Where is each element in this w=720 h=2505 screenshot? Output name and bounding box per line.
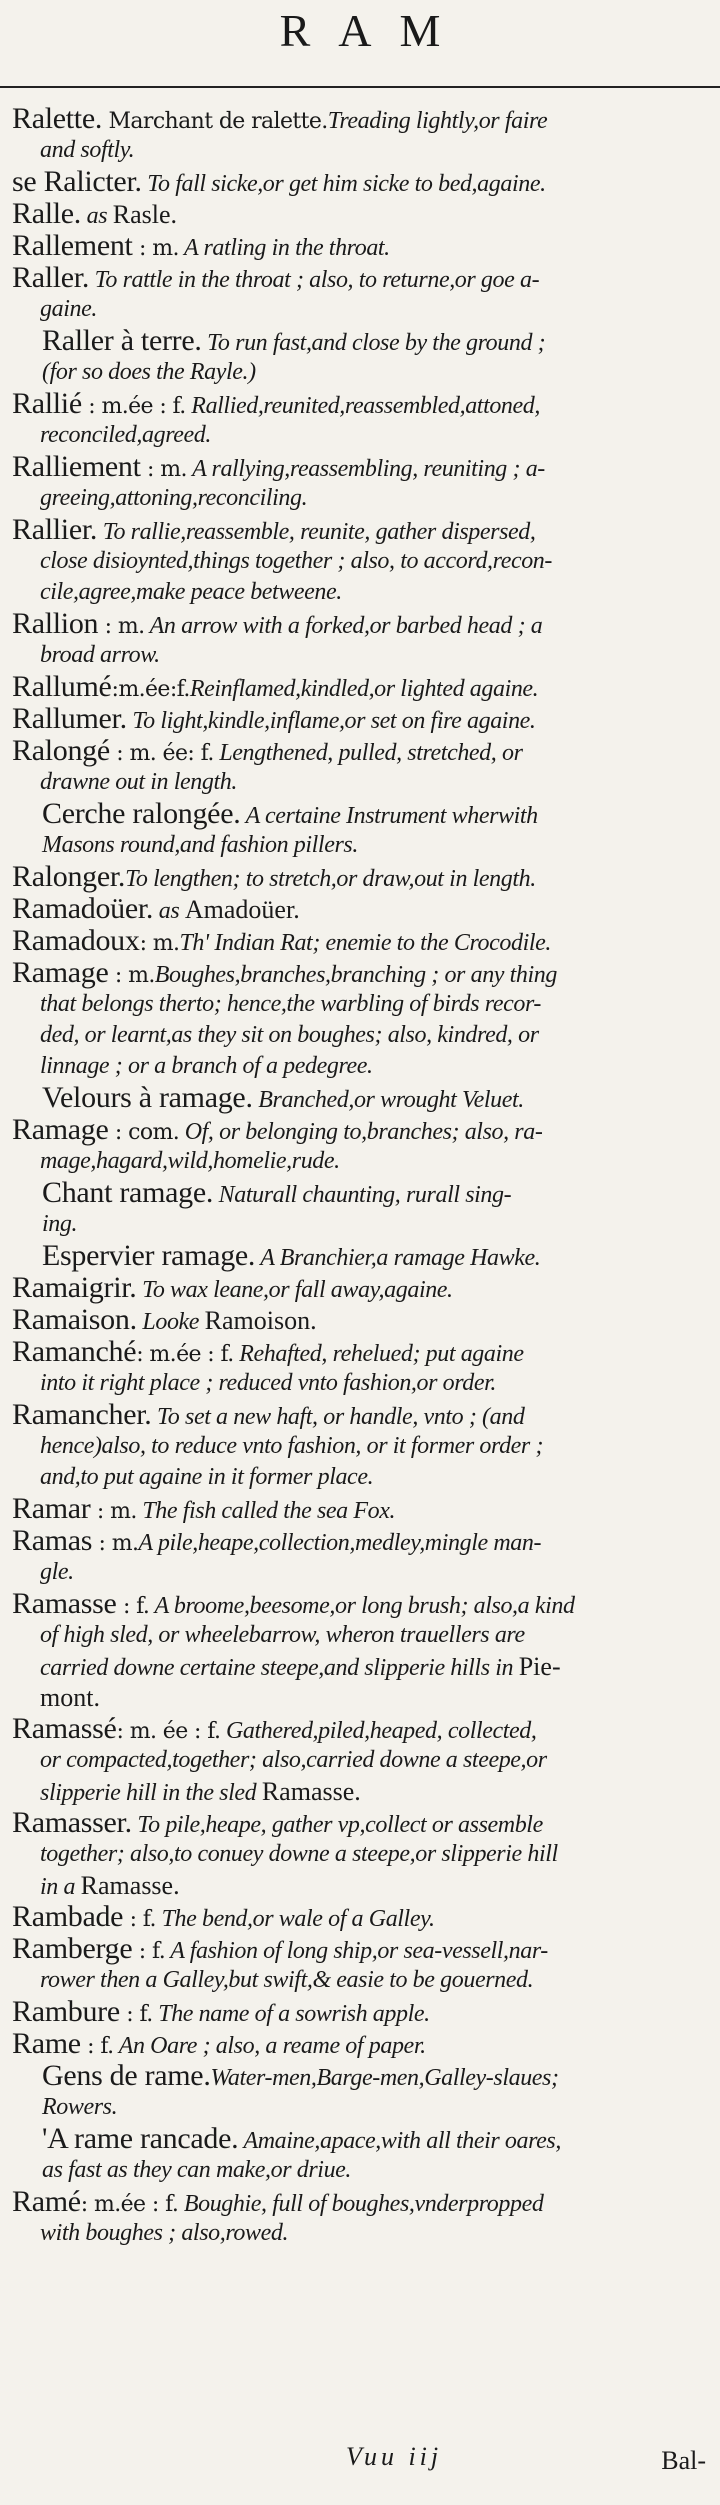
definition-text: To fall sicke,or get him sicke to bed,againe. xyxy=(141,171,546,197)
definition-text: ded, or learnt,as they sit on boughes; also, kindred, or xyxy=(40,1022,539,1048)
definition-text: into it right place ; reduced vnto fashion,or order. xyxy=(40,1370,497,1396)
entry-continuation-line xyxy=(12,1839,712,1870)
definition-text: in a xyxy=(40,1874,81,1900)
entry-line xyxy=(12,1304,712,1336)
definition-text: Boughie, full of boughes,vnderpropped xyxy=(178,2191,544,2217)
entry-continuation-line xyxy=(12,546,712,577)
headword: Ramaison. xyxy=(12,1303,137,1336)
definition-text: gaine. xyxy=(40,296,97,322)
definition-text: gle. xyxy=(40,1559,74,1585)
grammar-label: : m.ée : f. xyxy=(136,1342,234,1367)
entry-line xyxy=(12,1493,712,1525)
header-rule xyxy=(0,86,720,88)
dictionary-entry xyxy=(12,1933,712,1996)
headword: Ralongé xyxy=(12,734,110,767)
grammar-label: : m.ée : f. xyxy=(80,2192,179,2217)
headword: Espervier ramage. xyxy=(42,1239,256,1272)
grammar-label: : m. xyxy=(98,614,145,639)
page-footer xyxy=(0,2442,720,2492)
dictionary-entry xyxy=(12,1399,712,1493)
entry-continuation-line xyxy=(12,483,712,514)
entry-line xyxy=(12,703,712,735)
entry-continuation-line xyxy=(12,2092,712,2123)
grammar-label: : f. xyxy=(132,1939,166,1964)
headword: Ramage xyxy=(12,1113,109,1146)
headword: Ramage xyxy=(12,956,109,989)
dictionary-entry xyxy=(12,608,712,671)
definition-text: Masons round,and fashion pillers. xyxy=(42,832,358,858)
entry-line xyxy=(12,1272,712,1304)
definition-text: rower then a Galley,but swift,& easie to be gouerned. xyxy=(40,1967,534,1993)
definition-text: carried downe certaine steepe,and slipperie hills in xyxy=(40,1655,519,1681)
grammar-label: : m. xyxy=(132,236,179,261)
entry-list xyxy=(12,103,712,2249)
page-header: RAM xyxy=(279,5,469,56)
entry-continuation-line xyxy=(12,1462,712,1493)
dictionary-entry xyxy=(12,262,712,325)
definition-text: To rattle in the throat ; also, to returne,or goe a- xyxy=(89,267,540,293)
definition-text: A broome,beesome,or long brush; also,a kind xyxy=(149,1593,575,1619)
headword: Rallier. xyxy=(12,513,98,546)
entry-line xyxy=(12,861,712,893)
entry-continuation-line xyxy=(12,1146,712,1177)
dictionary-entry xyxy=(12,388,712,451)
entry-line xyxy=(12,925,712,957)
headword: Raller. xyxy=(12,261,90,294)
definition-text: broad arrow. xyxy=(40,642,160,668)
definition-text: slipperie hill in the sled xyxy=(40,1780,262,1806)
entry-line xyxy=(12,1177,712,1209)
grammar-label: : com. xyxy=(108,1120,180,1145)
dictionary-entry xyxy=(12,1493,712,1525)
dictionary-entry xyxy=(12,198,712,230)
cross-reference: Ramoison. xyxy=(204,1306,317,1335)
entry-line xyxy=(12,1996,712,2028)
definition-text: or compacted,together; also,carried downe a steepe,or xyxy=(40,1747,547,1773)
headword: Cerche ralongée. xyxy=(42,797,241,830)
entry-line xyxy=(12,1713,712,1745)
signature-mark: Vuu iij xyxy=(346,2442,443,2471)
definition-text: as xyxy=(81,203,113,229)
definition-text: Th' Indian Rat; enemie to the Crocodile. xyxy=(179,930,551,956)
entry-line xyxy=(12,166,712,198)
definition-text: To light,kindle,inflame,or set on fire againe. xyxy=(126,708,536,734)
dictionary-entry xyxy=(12,1272,712,1304)
headword: Ramasse xyxy=(12,1587,117,1620)
definition-text: Looke xyxy=(136,1309,205,1335)
entry-line xyxy=(12,262,712,294)
entry-line xyxy=(12,893,712,925)
headword: Rame xyxy=(12,2027,81,2060)
dictionary-entry xyxy=(12,103,712,166)
definition-text: together; also,to conuey downe a steepe,or slipperie hill xyxy=(40,1841,558,1867)
entry-continuation-line xyxy=(12,989,712,1020)
definition-text: and softly. xyxy=(40,137,135,163)
entry-line xyxy=(12,198,712,230)
headword: Ralonger. xyxy=(12,860,126,893)
headword: Ramassé xyxy=(12,1712,117,1745)
headword: Ramanché xyxy=(12,1335,137,1368)
headword: Rallement xyxy=(12,229,133,262)
entry-line xyxy=(12,388,712,420)
dictionary-entry xyxy=(12,893,712,925)
entry-line xyxy=(12,1114,712,1146)
entry-line xyxy=(12,2123,712,2155)
definition-text: mage,hagard,wild,homelie,rude. xyxy=(40,1148,340,1174)
entry-continuation-line xyxy=(12,640,712,671)
definition-text: that belongs therto; hence,the warbling of birds recor- xyxy=(40,991,542,1017)
dictionary-entry xyxy=(12,451,712,514)
entry-continuation-line xyxy=(12,1557,712,1588)
definition-text: Treading lightly,or faire xyxy=(327,108,548,134)
definition-text: Boughes,branches,branching ; or any thing xyxy=(154,962,557,988)
headword: Ramar xyxy=(12,1492,91,1525)
entry-line xyxy=(12,325,712,357)
dictionary-entry xyxy=(12,1713,712,1807)
headword: Rallumé xyxy=(12,670,112,703)
definition-text: A ratling in the throat. xyxy=(178,235,390,261)
dictionary-entry xyxy=(12,957,712,1082)
definition-text: A Branchier,a ramage Hawke. xyxy=(255,1245,541,1271)
definition-text: reconciled,agreed. xyxy=(40,422,211,448)
definition-text: A rallying,reassembling, reuniting ; a- xyxy=(186,456,545,482)
dictionary-entry xyxy=(12,2186,712,2249)
entry-line xyxy=(12,608,712,640)
entry-line xyxy=(12,957,712,989)
headword: Ramadoux xyxy=(12,924,140,957)
definition-text: cile,agree,make peace betweene. xyxy=(40,579,342,605)
entry-continuation-line xyxy=(12,1209,712,1240)
entry-continuation-line xyxy=(12,1368,712,1399)
entry-continuation-line xyxy=(12,2218,712,2249)
definition-text: ing. xyxy=(42,1211,78,1237)
definition-text: Amaine,apace,with all their oares, xyxy=(238,2128,561,2154)
grammar-label: :m.ée:f. xyxy=(111,677,190,702)
definition-text: The bend,or wale of a Galley. xyxy=(155,1906,435,1932)
entry-continuation-line xyxy=(12,577,712,608)
headword: Rallumer. xyxy=(12,702,127,735)
entry-line xyxy=(12,735,712,767)
definition-text: and,to put againe in it former place. xyxy=(40,1464,374,1490)
headword: Ramberge xyxy=(12,1932,133,1965)
dictionary-entry xyxy=(12,798,712,861)
entry-line xyxy=(12,1807,712,1839)
definition-text: of high sled, or wheelebarrow, wheron trauellers are xyxy=(40,1622,525,1648)
entry-continuation-line xyxy=(12,1870,712,1901)
grammar-label: : m. xyxy=(140,457,187,482)
dictionary-entry xyxy=(12,230,712,262)
grammar-label: : f. xyxy=(123,1907,156,1932)
definition-text: greeing,attoning,reconciling. xyxy=(40,485,308,511)
dictionary-entry xyxy=(12,1807,712,1901)
entry-continuation-line xyxy=(12,357,712,388)
entry-line xyxy=(12,1082,712,1114)
headword: se Ralicter. xyxy=(12,165,142,198)
entry-line xyxy=(12,2186,712,2218)
entry-continuation-line xyxy=(12,767,712,798)
entry-line xyxy=(12,671,712,703)
headword: Ramé xyxy=(12,2185,81,2218)
dictionary-entry xyxy=(12,703,712,735)
entry-continuation-line xyxy=(12,1431,712,1462)
definition-text: Rowers. xyxy=(42,2094,118,2120)
definition-text: To wax leane,or fall away,againe. xyxy=(136,1277,453,1303)
definition-text: (for so does the Rayle.) xyxy=(42,359,256,385)
dictionary-entry xyxy=(12,1240,712,1272)
headword: Velours à ramage. xyxy=(42,1081,253,1114)
entry-line xyxy=(12,514,712,546)
definition-text: hence)also, to reduce vnto fashion, or it former order ; xyxy=(40,1433,544,1459)
dictionary-entry xyxy=(12,2123,712,2186)
grammar-label: : m. ée: f. xyxy=(109,741,214,766)
entry-line xyxy=(12,1933,712,1965)
definition-text: To pile,heape, gather vp,collect or assemble xyxy=(131,1812,543,1838)
headword: 'A rame rancade. xyxy=(42,2122,239,2155)
entry-line xyxy=(12,230,712,262)
dictionary-entry xyxy=(12,514,712,608)
dictionary-entry xyxy=(12,1114,712,1177)
grammar-label: : f. xyxy=(119,2002,153,2027)
definition-text: linnage ; or a branch of a pedegree. xyxy=(40,1053,373,1079)
entry-continuation-line xyxy=(12,2155,712,2186)
definition-text: An Oare ; also, a reame of paper. xyxy=(113,2033,426,2059)
cross-reference: Rasle. xyxy=(112,200,178,229)
entry-continuation-line xyxy=(12,1682,712,1713)
dictionary-entry xyxy=(12,1996,712,2028)
dictionary-entry xyxy=(12,1082,712,1114)
grammar-label: Marchant de ralette. xyxy=(102,109,328,134)
entry-line xyxy=(12,1588,712,1620)
definition-text: Water-men,Barge-men,Galley-slaues; xyxy=(210,2065,559,2091)
definition-text: To rallie,reassemble, reunite, gather dispersed, xyxy=(97,519,536,545)
headword: Ralle. xyxy=(12,197,82,230)
definition-text: Of, or belonging to,branches; also, ra- xyxy=(179,1119,543,1145)
headword: Ralliement xyxy=(12,450,141,483)
definition-text: Branched,or wrought Veluet. xyxy=(252,1087,524,1113)
cross-reference: mont. xyxy=(40,1683,100,1712)
definition-text: Naturall chaunting, rurall sing- xyxy=(213,1182,512,1208)
definition-text: To set a new haft, or handle, vnto ; (and xyxy=(151,1404,525,1430)
grammar-label: : m. xyxy=(139,931,180,956)
definition-text: A fashion of long ship,or sea-vessell,nar- xyxy=(165,1938,548,1964)
definition-text: as xyxy=(153,898,185,924)
entry-line xyxy=(12,2028,712,2060)
grammar-label: : m. xyxy=(92,1531,139,1556)
headword: Raller à terre. xyxy=(42,324,202,357)
entry-continuation-line xyxy=(12,830,712,861)
dictionary-entry xyxy=(12,1901,712,1933)
cross-reference: Pie- xyxy=(518,1652,561,1681)
entry-continuation-line xyxy=(12,135,712,166)
definition-text: Reinflamed,kindled,or lighted againe. xyxy=(189,676,539,702)
definition-text: To lengthen; to stretch,or draw,out in length. xyxy=(125,866,536,892)
entry-line xyxy=(12,1399,712,1431)
entry-line xyxy=(12,103,712,135)
dictionary-entry xyxy=(12,325,712,388)
grammar-label: : m. xyxy=(90,1499,137,1524)
headword: Ramasser. xyxy=(12,1806,132,1839)
headword: Ramancher. xyxy=(12,1398,152,1431)
entry-continuation-line xyxy=(12,1620,712,1651)
dictionary-entry xyxy=(12,671,712,703)
headword: Chant ramage. xyxy=(42,1176,214,1209)
headword: Rallié xyxy=(12,387,82,420)
definition-text: close disioynted,things together ; also, to accord,recon- xyxy=(40,548,552,574)
entry-continuation-line xyxy=(12,1020,712,1051)
dictionary-entry xyxy=(12,735,712,798)
entry-continuation-line xyxy=(12,420,712,451)
catchword: Bal- xyxy=(661,2446,706,2475)
definition-text: A certaine Instrument wherwith xyxy=(240,803,538,829)
definition-text: drawne out in length. xyxy=(40,769,237,795)
definition-text: Rallied,reunited,reassembled,attoned, xyxy=(185,393,540,419)
definition-text: The fish called the sea Fox. xyxy=(136,1498,396,1524)
headword: Rambure xyxy=(12,1995,120,2028)
entry-continuation-line xyxy=(12,294,712,325)
definition-text: An arrow with a forked,or barbed head ; a xyxy=(144,613,543,639)
definition-text: Rehafted, rehelued; put againe xyxy=(233,1341,524,1367)
headword: Ramaigrir. xyxy=(12,1271,137,1304)
definition-text: Gathered,piled,heaped, collected, xyxy=(220,1718,537,1744)
dictionary-entry xyxy=(12,1336,712,1399)
headword: Gens de rame. xyxy=(42,2059,211,2092)
entry-line xyxy=(12,1336,712,1368)
headword: Ralette. xyxy=(12,102,103,135)
definition-text: Lengthened, pulled, stretched, or xyxy=(213,740,523,766)
definition-text: The name of a sowrish apple. xyxy=(152,2001,430,2027)
dictionary-entry xyxy=(12,166,712,198)
entry-line xyxy=(12,2060,712,2092)
dictionary-entry xyxy=(12,1588,712,1713)
entry-line xyxy=(12,1525,712,1557)
entry-continuation-line xyxy=(12,1776,712,1807)
cross-reference: Ramasse. xyxy=(80,1871,180,1900)
entry-continuation-line xyxy=(12,1651,712,1682)
dictionary-entry xyxy=(12,2060,712,2123)
grammar-label: : f. xyxy=(80,2034,114,2059)
definition-text: A pile,heape,collection,medley,mingle man- xyxy=(138,1530,542,1556)
grammar-label: : m.ée : f. xyxy=(81,394,186,419)
entry-line xyxy=(12,1901,712,1933)
definition-text: as fast as they can make,or driue. xyxy=(42,2157,352,2183)
definition-text: with boughes ; also,rowed. xyxy=(40,2220,289,2246)
headword: Rambade xyxy=(12,1900,124,1933)
dictionary-entry xyxy=(12,861,712,893)
dictionary-entry xyxy=(12,1525,712,1588)
dictionary-entry xyxy=(12,1304,712,1336)
definition-text: To run fast,and close by the ground ; xyxy=(201,330,546,356)
entry-line xyxy=(12,451,712,483)
grammar-label: : m. ée : f. xyxy=(116,1719,221,1744)
cross-reference: Ramasse. xyxy=(261,1777,361,1806)
entry-continuation-line xyxy=(12,1745,712,1776)
grammar-label: : f. xyxy=(116,1594,150,1619)
entry-continuation-line xyxy=(12,1965,712,1996)
grammar-label: : m. xyxy=(108,963,155,988)
entry-continuation-line xyxy=(12,1051,712,1082)
headword: Ramas xyxy=(12,1524,93,1557)
dictionary-entry xyxy=(12,925,712,957)
dictionary-entry xyxy=(12,2028,712,2060)
entry-line xyxy=(12,798,712,830)
headword: Rallion xyxy=(12,607,99,640)
cross-reference: Amadoüer. xyxy=(184,895,300,924)
entry-line xyxy=(12,1240,712,1272)
headword: Ramadoüer. xyxy=(12,892,154,925)
dictionary-entry xyxy=(12,1177,712,1240)
